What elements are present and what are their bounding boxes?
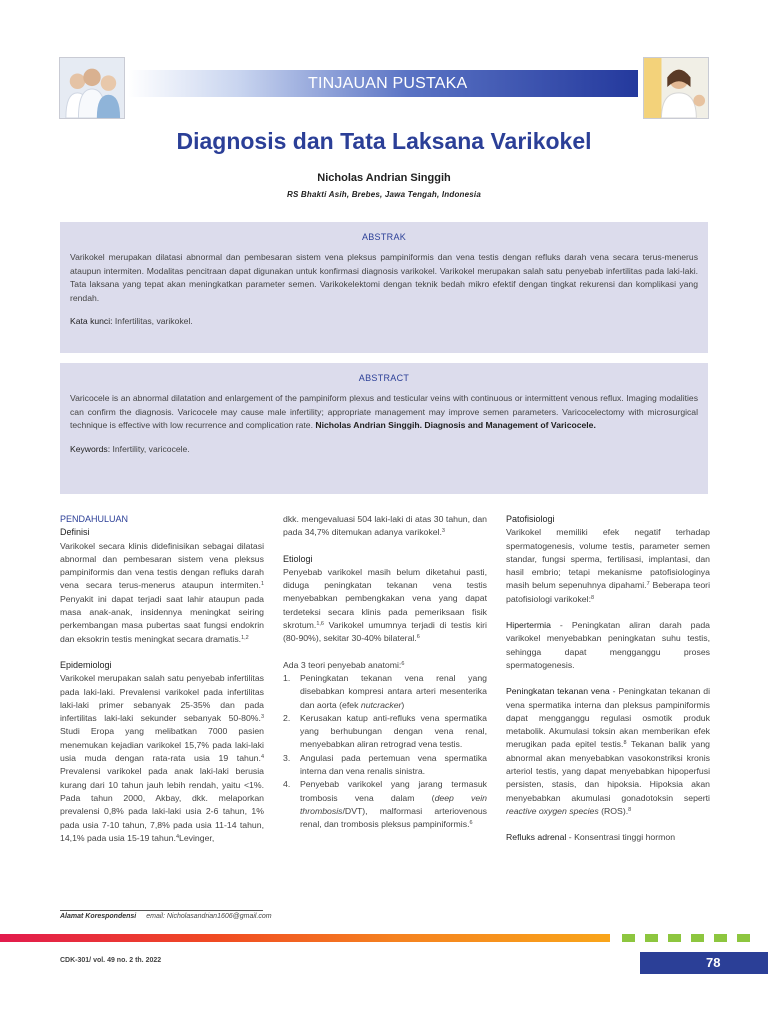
abstract-keywords	[70, 443, 698, 455]
header-photo-nurse	[643, 57, 709, 119]
citation-ref: 1,2	[241, 634, 249, 641]
abstract-citation: Nicholas Andrian Singgih. Diagnosis and Management of Varicocele.	[315, 420, 596, 430]
text-span: - Peningkatan tekanan di vena spermatika interna dan pleksus pampiniformis dapat mengganggu regulasi osmotik produk metabolik. Akumulasi toksin akan memberikan efek merugikan pada epitel testis.	[506, 686, 710, 750]
citation-ref: 8	[591, 594, 595, 601]
text-span: Penyebab varikokel yang jarang termasuk trombosis vena dalam (	[300, 779, 487, 803]
inline-heading-tekanan-vena: Peningkatan tekanan vena	[506, 686, 610, 697]
list-item	[283, 712, 487, 752]
abstract-keywords-label: Keywords:	[70, 443, 111, 454]
subheading-patofisiologi: Patofisiologi	[506, 514, 555, 524]
footer-square	[714, 934, 727, 942]
text-span: - Peningkatan aliran darah pada varikokel menyebabkan peningkatan suhu testis, sehingga dapat mengganggu proses spermatogenesis.	[506, 620, 710, 670]
abstrak-text: Varikokel merupakan dilatasi abnormal dan pembesaran sistem vena pleksus pampiniformis dan vena testis dengan refluks darah vena secara terus-menerus ataupun intermiten. Modalitas pencitraan dapat digunakan untuk konfirmasi diagnosis varikokel. Varikokel merupakan salah satu penyebab infertilitas pada laki-laki. Tata laksana yang tepat akan meningkatkan parameter semen. Varikokelektomi dengan teknik bedah mikro efektif dengan tingkat rekurensi dan komplikasi yang rendah.	[70, 252, 698, 303]
paragraph-hipertermia	[506, 619, 710, 672]
footer-square	[622, 934, 635, 942]
paragraph-definisi	[60, 540, 264, 646]
list-item	[283, 672, 487, 712]
footer-color-bar	[0, 934, 610, 942]
inline-heading-refluks-adrenal: Refluks adrenal	[506, 832, 567, 843]
citation-ref: 1	[260, 581, 264, 588]
article-affiliation: RS Bhakti Asih, Brebes, Jawa Tengah, Indonesia	[287, 190, 481, 199]
doctors-image-icon	[60, 58, 124, 118]
correspondence-label: Alamat Korespondensi	[60, 913, 137, 920]
body-column-3	[506, 513, 710, 845]
list-number: 3.	[283, 752, 291, 763]
section-heading-pendahuluan: PENDAHULUAN	[60, 514, 129, 524]
paragraph-patofisiologi	[506, 526, 710, 606]
footer-square	[737, 934, 750, 942]
citation-ref: 1,6	[316, 621, 324, 628]
abstract-box	[60, 363, 708, 494]
list-item	[283, 778, 487, 831]
abstrak-keywords	[70, 315, 698, 327]
citation-ref: 6	[416, 634, 420, 641]
paragraph-etiologi	[283, 566, 487, 646]
citation-ref: 8	[623, 740, 627, 747]
citation-ref: 8	[628, 806, 632, 813]
list-item	[283, 752, 487, 779]
text-span: Penyakit ini dapat terjadi saat lahir ataupun pada masa anak-anak, insidennya meningkat seiring perkembangan masa pubertas saat fungsi endokrin dan eksokrin testis meningkat secara dramatis.	[60, 593, 264, 644]
nurse-image-icon	[644, 58, 708, 118]
text-span: Levinger,	[179, 832, 215, 843]
abstract-body: Varicocele is an abnormal dilatation and enlargement of the pampiniform plexus and testicular veins with continuous or intermittent venous reflux. Imaging modalities can confirm the diagnosis. Varicocele may cause male infertility; appropriate management may improve semen parameters. Varicocelectomy with microsurgical technique is effective with low recurrence and complication rate.	[70, 393, 698, 430]
abstrak-keywords-label: Kata kunci:	[70, 316, 113, 326]
paragraph-epidemiologi-cont	[283, 513, 487, 540]
citation-ref: 7	[646, 581, 650, 588]
citation-ref: 6	[401, 660, 405, 667]
text-span: Angulasi pada pertemuan vena spermatika interna dan vena renalis sinistra.	[300, 752, 487, 777]
text-span: (ROS).	[598, 805, 629, 816]
text-span: Peningkatan tekanan vena renal yang disebabkan kompresi antara arteri mesenterika dan aorta (efek	[300, 672, 487, 710]
subheading-definisi: Definisi	[60, 527, 90, 538]
footer-square	[668, 934, 681, 942]
citation-ref: 6	[469, 820, 473, 827]
footer-square	[691, 934, 704, 942]
abstract-text	[70, 392, 698, 433]
text-span: deep vein thrombosis	[300, 792, 487, 816]
text-span: Varikokel umumnya terjadi di testis kiri (80-90%), sekitar 30-40% bilateral.	[283, 620, 487, 644]
journal-footer: CDK-301/ vol. 49 no. 2 th. 2022	[60, 957, 162, 964]
body-column-1	[60, 513, 264, 845]
text-span: reactive oxygen species	[506, 805, 599, 816]
footnote-rule	[60, 910, 263, 911]
paragraph-tekanan-vena	[506, 685, 710, 818]
text-span: Kerusakan katup anti-refluks vena spermatika yang berhubungan dengan vena renal, menyebabkan aliran retrograd vena testis.	[300, 712, 487, 750]
abstrak-keywords-value: Infertilitas, varikokel.	[112, 316, 193, 326]
section-label: TINJAUAN PUSTAKA	[308, 75, 468, 92]
text-span: Tekanan balik yang abnormal akan menyebabkan vasokonstriksi kronis arteriol testis, yang dapat menyebabkan hipoperfusi persisten, stasis, dan hipoksia. Hipoksia akan menyebabkan akumulasi gonadotoksin seperti	[506, 739, 711, 803]
abstrak-box	[60, 222, 708, 353]
list-intro	[283, 659, 487, 672]
text-span: Varikokel memiliki efek negatif terhadap spermatogenesis, volume testis, parameter semen standar, fungsi sperma, fertilisasi, implantasi, dan hasil embrio; tetapi mekanisme patofisiologinya masih belum sepenuhnya dipahami.	[506, 527, 710, 591]
paragraph-refluks-adrenal	[506, 831, 710, 844]
text-span: Varikokel merupakan salah satu penyebab infertilitas pada laki-laki. Prevalensi varikokel pada infertilitas laki-laki primer sebanyak 25-35% dan pada infertilitas laki-laki sekunder sebanyak 50-80%.	[60, 673, 264, 724]
page-number-box	[640, 952, 768, 974]
paragraph-epidemiologi	[60, 672, 264, 845]
abstract-heading: ABSTRACT	[358, 373, 410, 383]
body-column-2	[283, 513, 487, 832]
subheading-epidemiologi: Epidemiologi	[60, 659, 112, 670]
header-photo-doctors	[59, 57, 125, 119]
list-number: 1.	[283, 672, 291, 683]
correspondence-email[interactable]: email: Nicholasandrian1606@gmail.com	[146, 913, 272, 920]
inline-heading-hipertermia: Hipertermia	[506, 620, 551, 631]
anatomy-theories-list	[283, 672, 487, 832]
citation-ref: 4	[260, 754, 264, 761]
citation-ref: 4	[175, 833, 179, 840]
citation-ref: 3	[260, 714, 264, 721]
text-span: Varikokel secara klinis didefinisikan sebagai dilatasi abnormal dan pembesaran sistem vena pleksus pampiniformis dan vena testis dengan refluks darah vena secara terus-menerus ataupun intermiten.	[60, 540, 264, 591]
correspondence-footnote	[60, 913, 272, 920]
list-number: 4.	[283, 779, 291, 790]
text-span: Prevalensi varikokel pada anak laki-laki berusia kurang dari 10 tahun jauh lebih rendah, yaitu <1%. Pada tahun 2000, Akbay, dkk. melaporkan prevalensi 0,8% pada laki-laki usia 2-6 tahun, 1% pada usia 7-10 tahun, 7,8% pada usia 11-14 tahun, 14,1% pada usia 15-19 tahun.	[60, 766, 264, 843]
page-number: 78	[706, 955, 721, 970]
footer-square	[645, 934, 658, 942]
text-span: nutcracker	[360, 699, 402, 710]
text-span: Ada 3 teori penyebab anatomi:	[283, 659, 402, 670]
text-span: - Konsentrasi tinggi hormon	[566, 832, 676, 843]
abstract-keywords-value: Infertility, varicocele.	[110, 443, 190, 454]
text-span: Penyebab varikokel masih belum diketahui pasti, diduga peningkatan tekanan vena testis menyebabkan pembengkakan vena yang dapat terdeteksi secara klinis pada pemeriksaan fisik skrotum.	[283, 566, 487, 631]
citation-ref: 3	[441, 528, 445, 535]
text-span: Beberapa teori patofisiologi varikokel:	[506, 580, 711, 604]
list-number: 2.	[283, 712, 291, 723]
text-span: )	[401, 699, 405, 710]
article-title: Diagnosis dan Tata Laksana Varikokel	[176, 128, 592, 154]
article-author: Nicholas Andrian Singgih	[317, 172, 451, 184]
text-span: Studi Eropa yang melibatkan 7000 pasien menemukan kejadian varikokel 15,7% pada laki-laki usia muda dengan rata-rata usia 19 tahun.	[60, 726, 264, 764]
text-span: /DVT), malformasi arteriovenous renal, dan trombosis pleksus pampiniformis.	[300, 805, 487, 830]
text-span: dkk. mengevaluasi 504 laki-laki di atas 30 tahun, dan pada 34,7% ditemukan adanya varikokel.	[283, 514, 487, 538]
subheading-etiologi: Etiologi	[283, 553, 313, 564]
abstrak-heading: ABSTRAK	[361, 232, 407, 242]
